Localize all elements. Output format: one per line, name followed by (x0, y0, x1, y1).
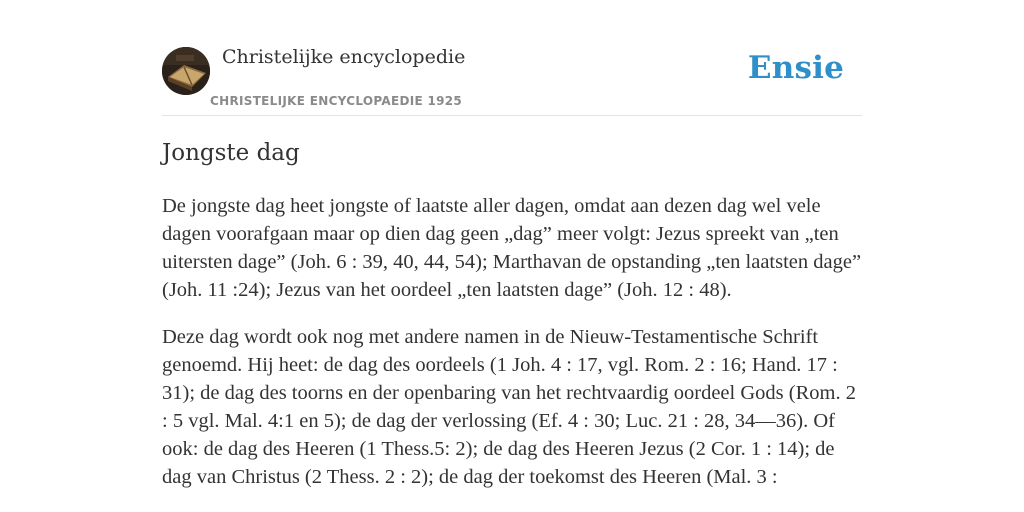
source-subtitle: CHRISTELIJKE ENCYCLOPAEDIE 1925 (210, 94, 463, 108)
ensie-logo-link[interactable]: Ensie (747, 50, 844, 86)
article-body (162, 192, 862, 510)
book-photo-icon[interactable] (162, 47, 210, 95)
article-paragraph: De jongste dag heet jongste of laatste aller dagen, omdat aan dezen dag wel vele dagen voorafgaan maar op dien dag geen „dag” meer volgt: Jezus spreekt van „ten uitersten dage” (Joh. 6 : 39, 40, 44, 54); Marthavan de opstanding „ten laatsten dage” (Joh. 11 :24); Jezus van het oordeel „ten laatsten dage” (Joh. 12 : 48). (162, 195, 862, 301)
source-title[interactable]: Christelijke encyclopedie (222, 46, 466, 68)
source-header (162, 0, 862, 116)
article-paragraph: Deze dag wordt ook nog met andere namen in de Nieuw-Testamentische Schrift genoemd. Hij heet: de dag des oordeels (1 Joh. 4 : 17, vgl. Rom. 2 : 16; Hand. 17 : 31); de dag des toorns en der openbaring van het rechtvaardig oordeel Gods (Rom. 2 : 5 vgl. Mal. 4:1 en 5); de dag der verlossing (Ef. 4 : 30; Luc. 21 : 28, 34—36). Of ook: de dag des Heeren (1 Thess.5: 2); de dag des Heeren Jezus (2 Cor. 1 : 14); de dag van Christus (2 Thess. 2 : 2); de dag der toekomst des Heeren (Mal. 3 : (162, 326, 856, 488)
page (162, 0, 862, 488)
article-title: Jongste dag (162, 140, 300, 166)
